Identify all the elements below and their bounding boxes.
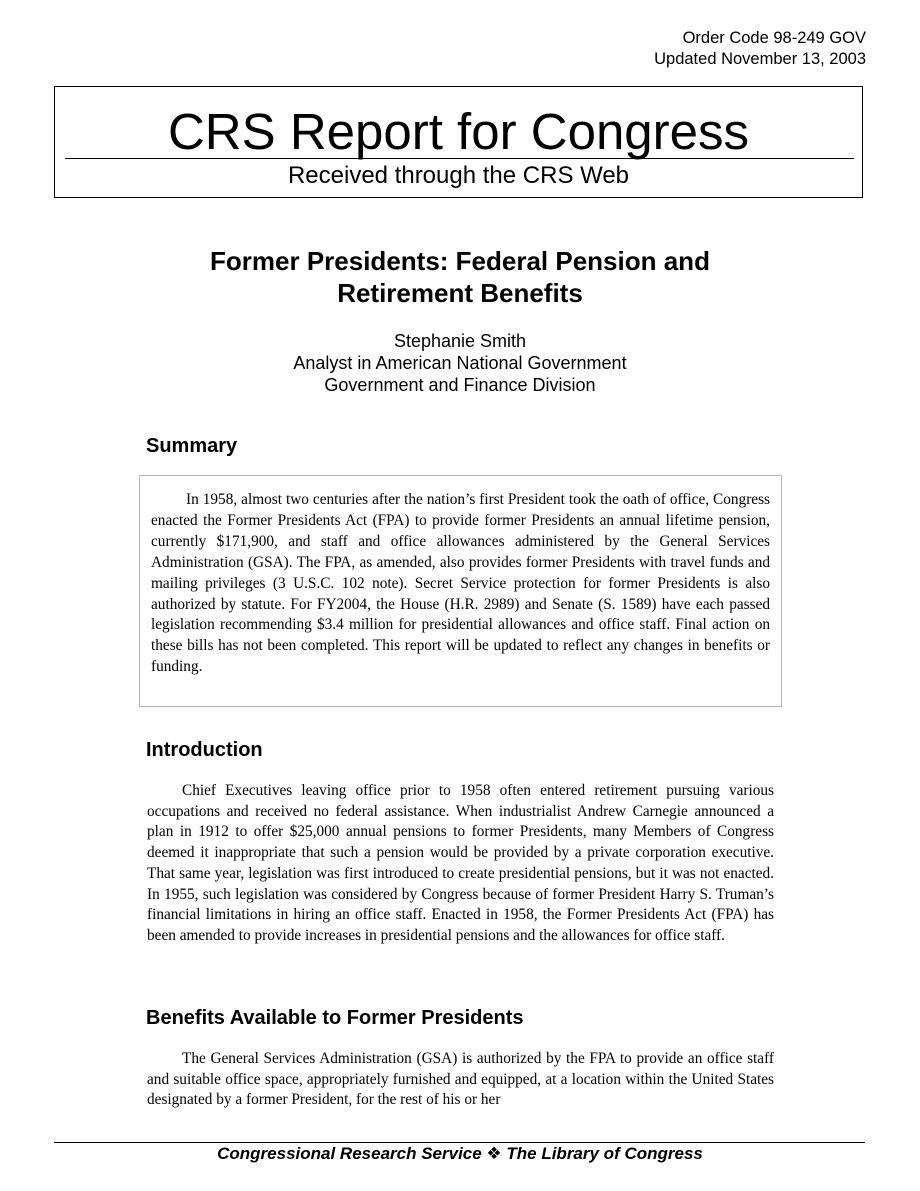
introduction-text: Chief Executives leaving office prior to 1958 often entered retirement pursuing various occupations and received no federal assistance. When industrialist Andrew Carnegie announced a plan in 1912 to offer $25,000 annual pensions to former Presidents, many Members of Congress deemed it inappropriate that such a pension would be provided by a private corporation executive. That same year, legislation was first introduced to create presidential pensions, but it was not enacted. In 1955, such legislation was considered by Congress because of former President Harry S. Truman’s financial limitations in hiring an office staff. Enacted in 1958, the Former Presidents Act (FPA) has been amended to provide increases in presidential pensions and the allowances for office staff. <box>147 782 774 944</box>
footer-text: Congressional Research Service ❖ The Library of Congress <box>217 1144 703 1163</box>
introduction-heading: Introduction <box>146 739 263 761</box>
footer-divider <box>54 1142 865 1143</box>
author-title: Analyst in American National Government <box>293 353 627 373</box>
masthead-subtitle: Received through the CRS Web <box>287 162 630 189</box>
summary-box <box>139 475 782 707</box>
author-name: Stephanie Smith <box>393 331 527 351</box>
masthead-divider <box>65 158 854 159</box>
masthead <box>54 86 863 198</box>
benefits-text: The General Services Administration (GSA) is authorized by the FPA to provide an office staff and suitable office space, appropriately furnished and equipped, at a location within the United States designated by a former President, for the rest of his or her <box>147 1050 774 1109</box>
order-code: Order Code 98-249 GOV <box>682 29 866 47</box>
report-title <box>0 245 920 309</box>
author-division: Government and Finance Division <box>324 375 596 395</box>
report-title-line-1: Former Presidents: Federal Pension and <box>210 246 710 276</box>
benefits-heading: Benefits Available to Former Presidents <box>146 1007 524 1029</box>
updated-date: Updated November 13, 2003 <box>654 50 866 68</box>
report-title-line-2: Retirement Benefits <box>337 278 583 308</box>
masthead-title: CRS Report for Congress <box>167 103 750 160</box>
summary-text: In 1958, almost two centuries after the nation’s first President took the oath of office, Congress enacted the Former Presidents Act (FPA) to provide former Presidents an annual lifetime pension, currently $171,900, and staff and office allowances administered by the General Services Administration (GSA). The FPA, as amended, also provides former Presidents with travel funds and mailing privileges (3 U.S.C. 102 note). Secret Service protection for former Presidents is also authorized by statute. For FY2004, the House (H.R. 2989) and Senate (S. 1589) have each passed legislation recommending $3.4 million for presidential allowances and office staff. Final action on these bills has not been completed. This report will be updated to reflect any changes in benefits or funding. <box>151 491 770 676</box>
author-block <box>0 330 920 396</box>
summary-heading: Summary <box>146 435 238 457</box>
order-info <box>654 28 866 70</box>
